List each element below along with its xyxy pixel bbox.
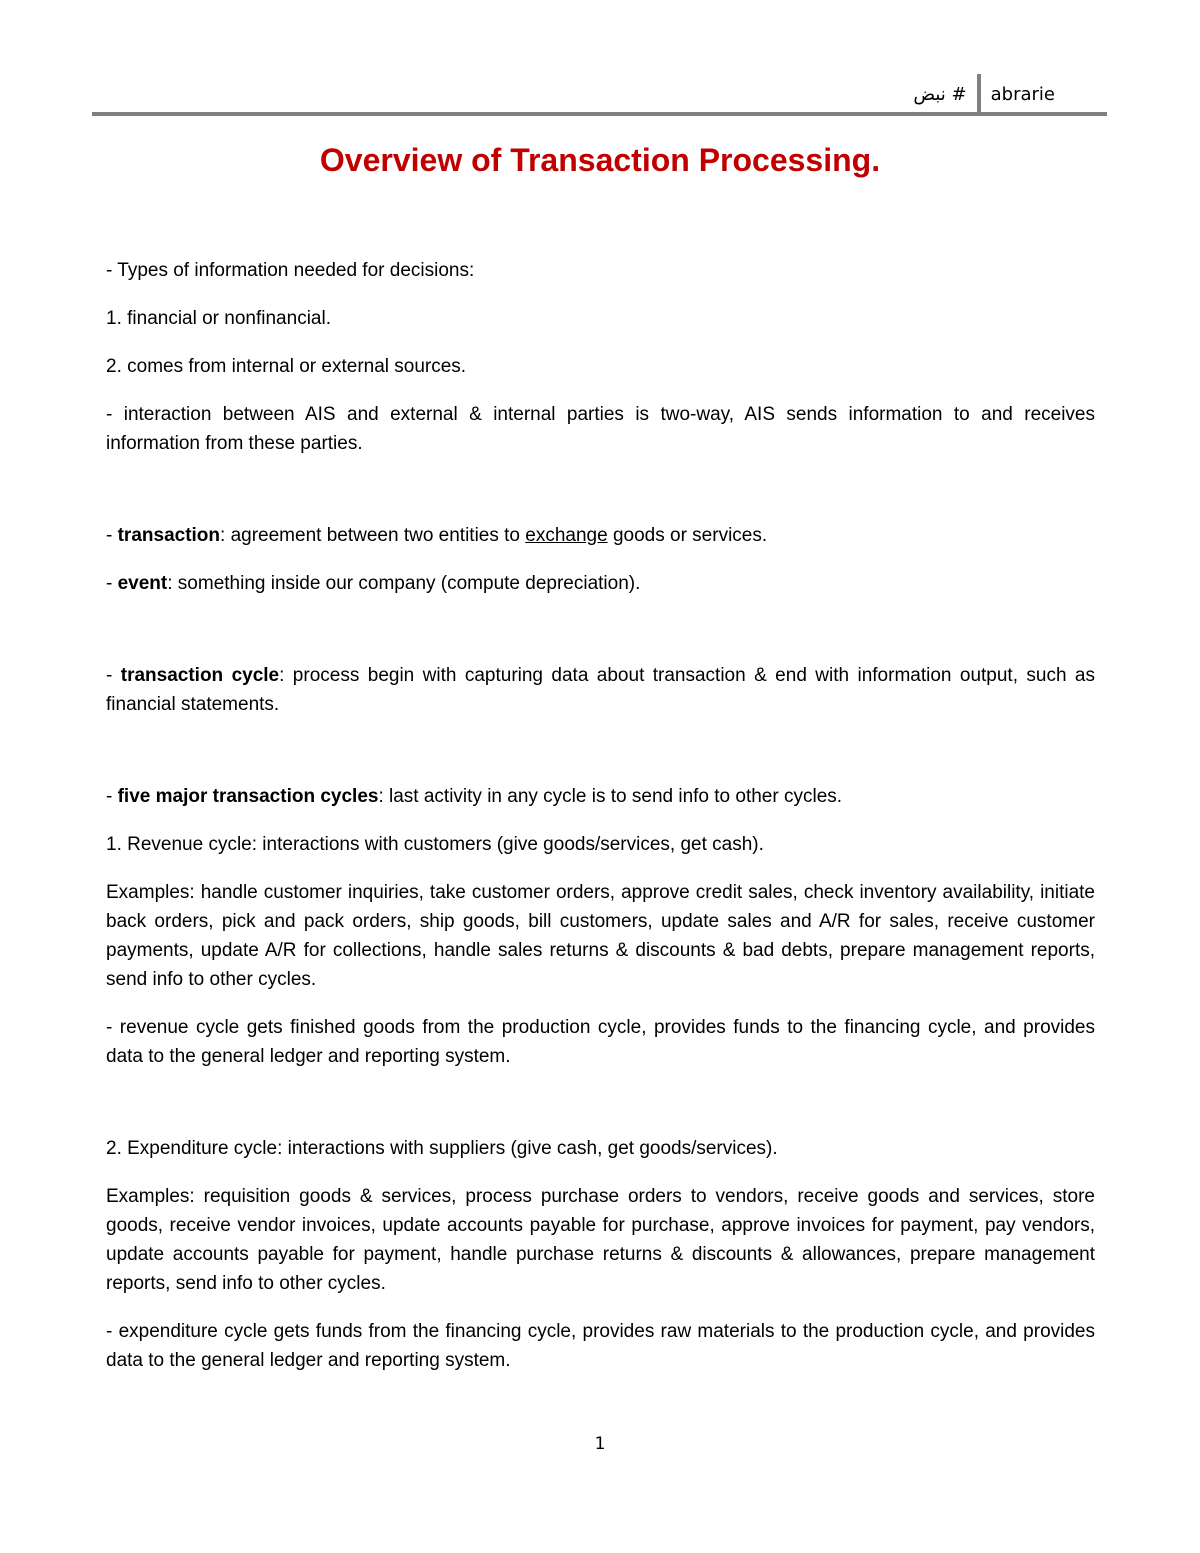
paragraph-expenditure-links: - expenditure cycle gets funds from the financing cycle, provides raw materials to the production cycle, and provides data to the general ledger and reporting system. [106,1321,1095,1371]
paragraph-revenue-links: - revenue cycle gets finished goods from the production cycle, provides funds to the financing cycle, and provides data to the general ledger and reporting system. [106,1017,1095,1067]
paragraph-five-cycles [106,782,1095,811]
paragraph-sources: 2. comes from internal or external sources. [106,356,467,377]
paragraph-transaction-cycle [106,661,1095,719]
term-transaction-cycle: transaction cycle [120,665,280,686]
definition-text: : process begin with capturing data about transaction & end with information output, such as financial statements. [106,665,1095,715]
paragraph-revenue-cycle: 1. Revenue cycle: interactions with customers (give goods/services, get cash). [106,834,764,855]
paragraph-financial: 1. financial or nonfinancial. [106,308,331,329]
term-five-major-cycles: five major transaction cycles [117,786,379,807]
definition-text: goods or services. [607,525,768,546]
paragraph-expenditure-examples: Examples: requisition goods & services, process purchase orders to vendors, receive goods and services, store goods, receive vendor invoices, update accounts payable for purchase, approve invoices for payment, pay vendors, update accounts payable for payment, handle purchase returns & discounts & allowances, prepare management reports, send info to other cycles. [106,1186,1095,1294]
page-header [913,74,1105,114]
header-hashtag: # نبض [913,83,967,105]
dash: - [106,786,118,807]
paragraph-revenue-examples: Examples: handle customer inquiries, take customer orders, approve credit sales, check inventory availability, initiate back orders, pick and pack orders, ship goods, bill customers, update sales and A/R for sales, receive customer payments, update A/R for collections, handle sales returns & discounts & bad debts, prepare management reports, send info to other cycles. [106,882,1095,990]
term-event: event [117,573,168,594]
page-number: 1 [594,1434,606,1454]
underlined-word: exchange [525,525,608,546]
dash: - [106,665,121,686]
document-title: Overview of Transaction Processing. [319,142,881,178]
definition-text: : last activity in any cycle is to send info to other cycles. [378,786,843,807]
paragraph-transaction [106,521,1095,550]
definition-text: : agreement between two entities to [220,525,526,546]
paragraph-expenditure-cycle: 2. Expenditure cycle: interactions with suppliers (give cash, get goods/services). [106,1138,778,1159]
dash: - [106,573,118,594]
paragraph-info-types: - Types of information needed for decisions: [106,260,475,281]
term-transaction: transaction [117,525,221,546]
header-rule [92,112,1107,116]
header-author: abrarie [990,83,1055,105]
dash: - [106,525,118,546]
definition-text: : something inside our company (compute depreciation). [167,573,641,594]
paragraph-interaction: - interaction between AIS and external & internal parties is two-way, AIS sends information to and receives information from these parties. [106,404,1095,454]
document-body [106,256,1095,1375]
paragraph-event [106,569,1095,598]
